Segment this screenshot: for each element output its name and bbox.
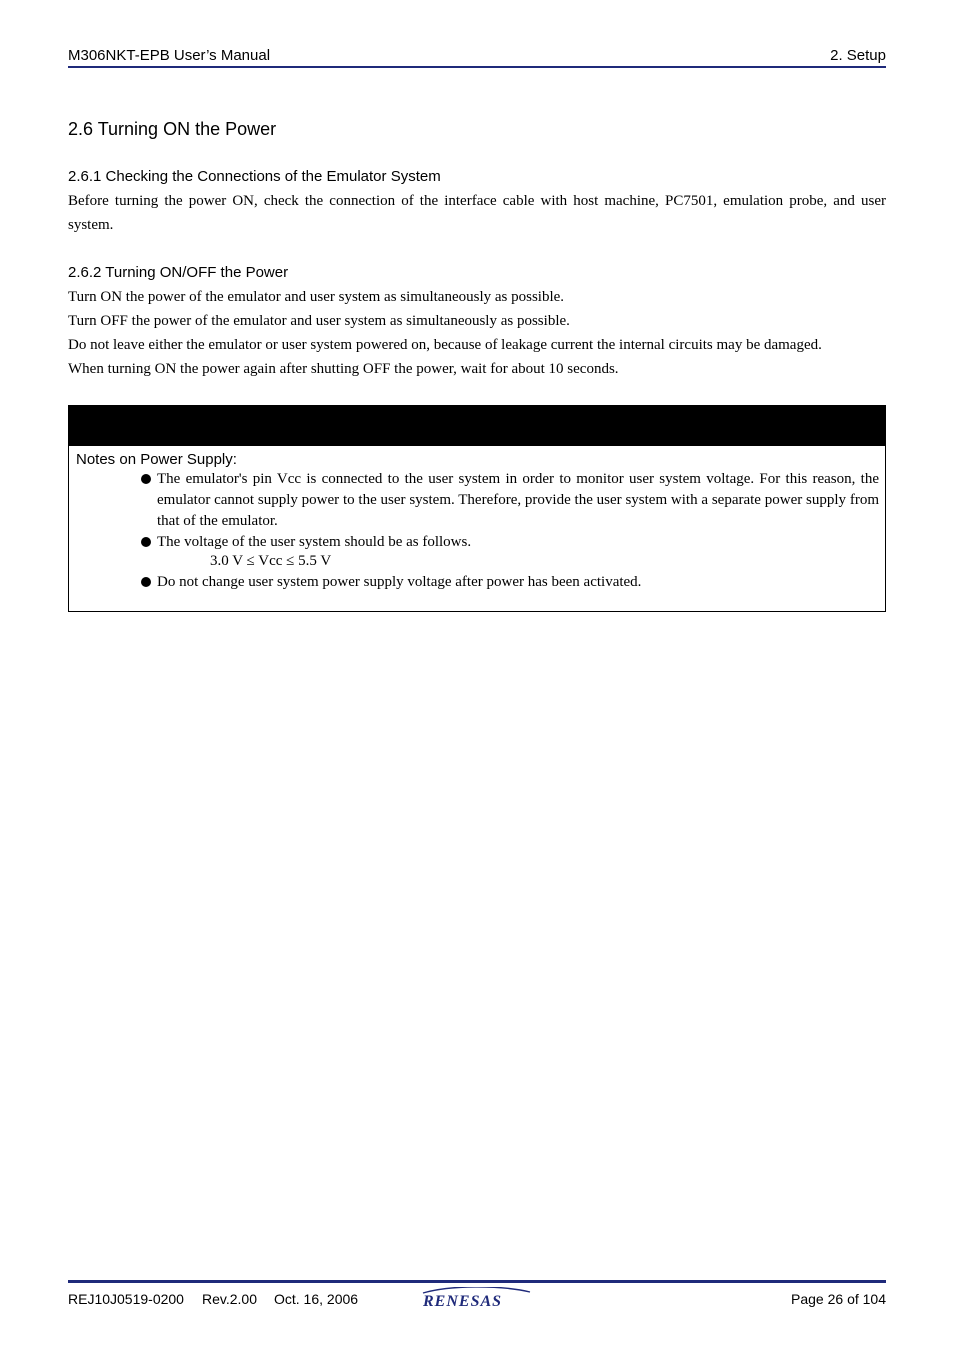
subsection-1-paragraph: Before turning the power ON, check the connection of the interface cable with host machine, PC7501, emulation probe, and user system. (68, 193, 886, 233)
note-text-2: The voltage of the user system should be as follows. (157, 534, 472, 550)
notes-header-bar (69, 406, 885, 446)
page-header (68, 46, 886, 66)
note-bullet-3 (141, 572, 879, 593)
note-bullet-1 (141, 469, 879, 532)
header-divider (68, 66, 886, 68)
footer-date: Oct. 16, 2006 (274, 1291, 359, 1307)
bullet-icon (141, 474, 151, 484)
chapter-title: 2. Setup (830, 47, 886, 64)
logo-text: RENESAS (423, 1293, 503, 1310)
power-line-4: When turning ON the power again after shutting OFF the power, wait for about 10 seconds. (68, 361, 619, 377)
manual-title: M306NKT-EPB User’s Manual (68, 47, 271, 64)
note-text-3: Do not change user system power supply voltage after power has been activated. (157, 574, 642, 590)
power-line-3: Do not leave either the emulator or user system powered on, because of leakage current the internal circuits may be damaged. (68, 337, 822, 353)
notes-title: Notes on Power Supply: (76, 451, 237, 468)
bullet-icon (141, 577, 151, 587)
subsection-heading-1: 2.6.1 Checking the Connections of the Emulator System (68, 168, 441, 185)
footer-doc-id: REJ10J0519-0200 (68, 1291, 184, 1307)
note-text-1: The emulator's pin Vcc is connected to the user system in order to monitor user system voltage. For this reason, the emulator cannot supply power to the user system. Therefore, provide the user system with a separate power supply from that of the emulator. (157, 471, 879, 529)
voltage-formula: 3.0 V ≤ Vcc ≤ 5.5 V (210, 553, 332, 569)
section-heading: 2.6 Turning ON the Power (68, 119, 277, 139)
notes-box (68, 405, 886, 612)
note-bullet-2 (141, 532, 879, 553)
power-line-1: Turn ON the power of the emulator and user system as simultaneously as possible. (68, 289, 565, 305)
footer-page-number: Page 26 of 104 (791, 1291, 886, 1307)
power-line-2: Turn OFF the power of the emulator and user system as simultaneously as possible. (68, 313, 570, 329)
renesas-logo-icon (420, 1287, 534, 1311)
subsection-heading-2: 2.6.2 Turning ON/OFF the Power (68, 264, 289, 281)
footer-revision: Rev.2.00 (202, 1291, 257, 1307)
bullet-icon (141, 537, 151, 547)
footer-divider (68, 1280, 886, 1283)
